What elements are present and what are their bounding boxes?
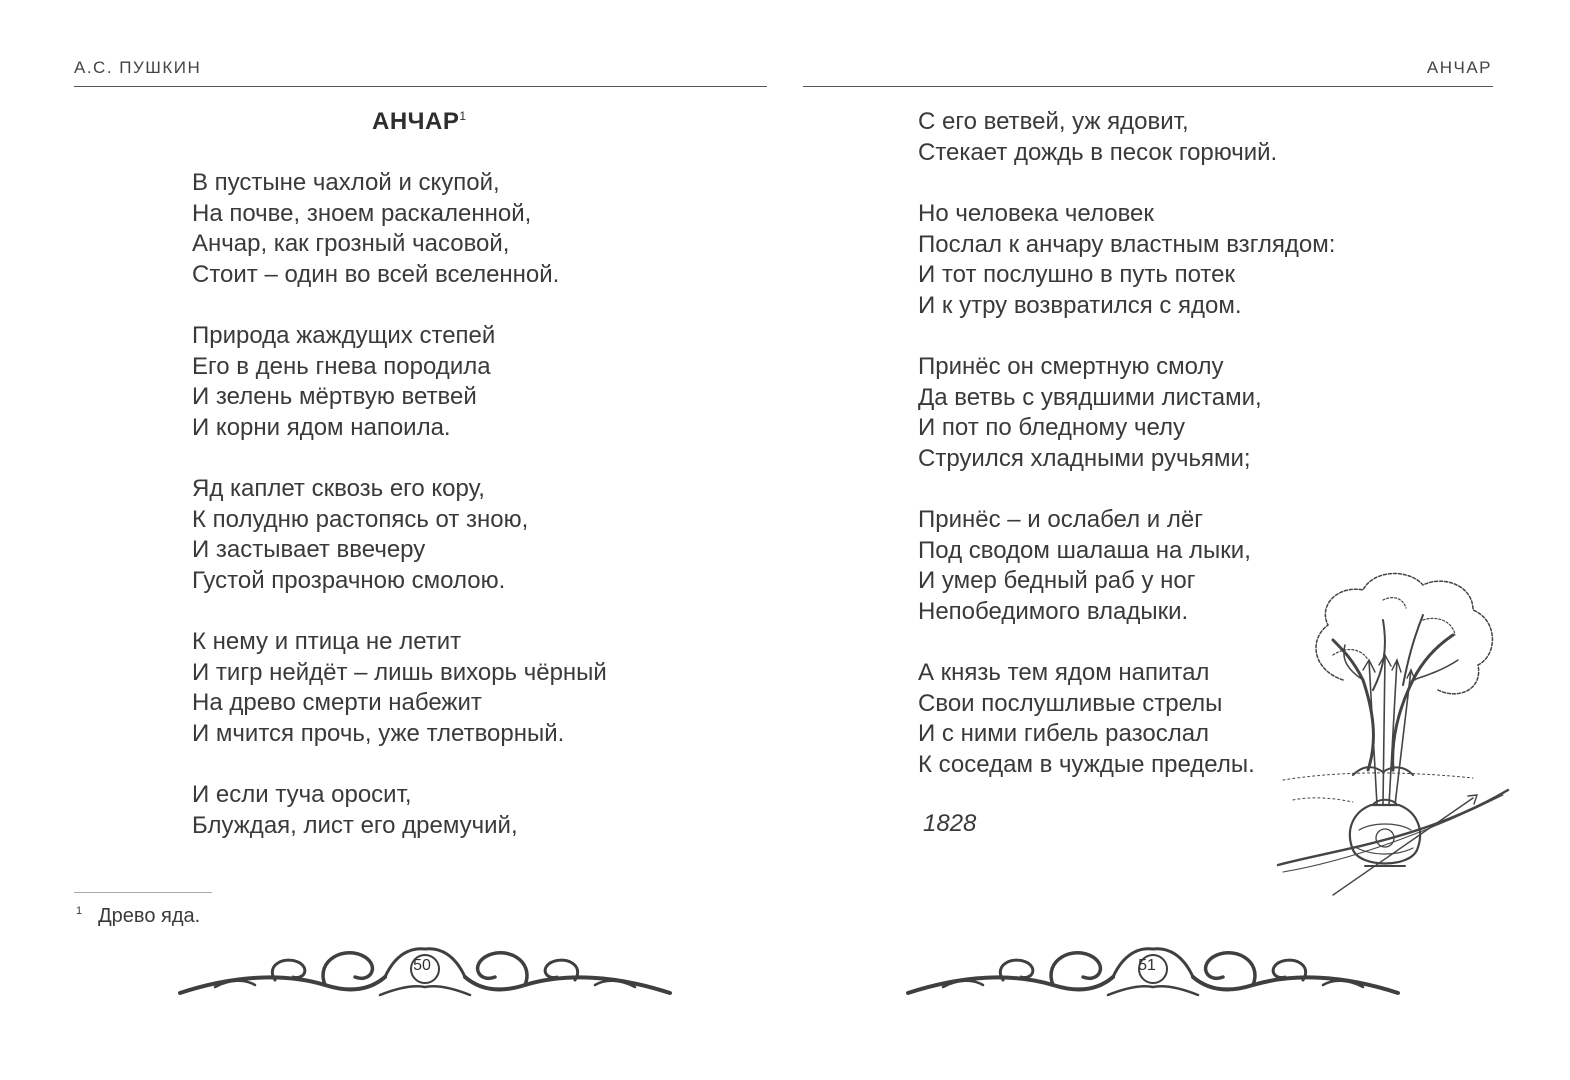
page-number-right: 51 bbox=[1138, 957, 1156, 974]
stanza bbox=[192, 627, 607, 749]
poem-line: Стоит – один во всей вселенной. bbox=[192, 260, 560, 288]
stanza bbox=[918, 107, 1335, 168]
poem-line: Свои послушливые стрелы bbox=[918, 689, 1223, 717]
poem-line: Но человека человек bbox=[918, 200, 1154, 227]
poem-line: К нему и птица не летит bbox=[192, 628, 462, 655]
stanza bbox=[918, 352, 1335, 474]
poem-line: Струился хладными ручьями; bbox=[918, 444, 1251, 472]
running-head-title: АНЧАР bbox=[1426, 58, 1492, 77]
poem-line: В пустыне чахлой и скупой, bbox=[192, 169, 500, 196]
poem-line: И если туча оросит, bbox=[192, 781, 412, 808]
poem-line: На почве, зноем раскаленной, bbox=[192, 199, 532, 227]
poem-line: Природа жаждущих степей bbox=[192, 322, 496, 349]
poem-line: Стекает дождь в песок горючий. bbox=[918, 138, 1278, 166]
poem-line: И зелень мёртвую ветвей bbox=[192, 383, 477, 410]
poem-title bbox=[372, 108, 467, 136]
poem-line: Яд каплет сквозь его кору, bbox=[192, 475, 485, 502]
poem-line: Его в день гнева породила bbox=[192, 352, 491, 380]
stanza bbox=[192, 321, 607, 443]
poem-year: 1828 bbox=[923, 810, 977, 837]
poem-title-text: АНЧАР bbox=[372, 108, 460, 135]
poem-line: На древо смерти набежит bbox=[192, 689, 482, 716]
poem-line: С его ветвей, уж ядовит, bbox=[918, 108, 1189, 135]
footnote bbox=[76, 905, 200, 928]
header-rule bbox=[74, 86, 767, 87]
poem-line: Принёс он смертную смолу bbox=[918, 353, 1224, 380]
stanza bbox=[192, 474, 607, 596]
poem-line: И застывает ввечеру bbox=[192, 536, 426, 563]
header-rule bbox=[803, 86, 1493, 87]
poem-line: Густой прозрачною смолою. bbox=[192, 566, 506, 594]
poem-line: Блуждая, лист его дремучий, bbox=[192, 811, 518, 839]
poem-line: И мчится прочь, уже тлетворный. bbox=[192, 719, 565, 747]
poem-line: А князь тем ядом напитал bbox=[918, 659, 1210, 686]
stanza bbox=[918, 199, 1335, 321]
footnote-rule bbox=[74, 892, 212, 893]
running-head-author: А.С. ПУШКИН bbox=[74, 58, 202, 77]
poem-body-left bbox=[192, 168, 607, 872]
tree-quiver-bow-illustration bbox=[1273, 560, 1513, 905]
stanza bbox=[192, 168, 607, 290]
poem-line: И тот послушно в путь потек bbox=[918, 261, 1235, 288]
poem-line: И с ними гибель разослал bbox=[918, 720, 1210, 747]
poem-line: И тигр нейдёт – лишь вихорь чёрный bbox=[192, 658, 607, 686]
right-page bbox=[785, 0, 1570, 1080]
poem-line: Послал к анчару властным взглядом: bbox=[918, 230, 1336, 258]
poem-line: К полудню растопясь от зною, bbox=[192, 505, 529, 533]
stanza bbox=[192, 780, 607, 841]
page-number-left: 50 bbox=[413, 957, 431, 974]
poem-line: И к утру возвратился с ядом. bbox=[918, 291, 1242, 319]
poem-line: Под сводом шалаша на лыки, bbox=[918, 536, 1251, 564]
poem-line: И пот по бледному челу bbox=[918, 414, 1185, 441]
poem-line: И корни ядом напоила. bbox=[192, 413, 451, 441]
poem-line: К соседам в чуждые пределы. bbox=[918, 750, 1255, 778]
footnote-mark: 1 bbox=[76, 905, 83, 918]
poem-line: Анчар, как грозный часовой, bbox=[192, 230, 510, 257]
poem-line: Да ветвь с увядшими листами, bbox=[918, 383, 1262, 411]
poem-line: И умер бедный раб у ног bbox=[918, 567, 1196, 594]
footnote-text: Древо яда. bbox=[98, 905, 201, 927]
poem-line: Непобедимого владыки. bbox=[918, 597, 1189, 625]
title-footnote-mark: 1 bbox=[459, 109, 467, 123]
poem-line: Принёс – и ослабел и лёг bbox=[918, 506, 1203, 533]
